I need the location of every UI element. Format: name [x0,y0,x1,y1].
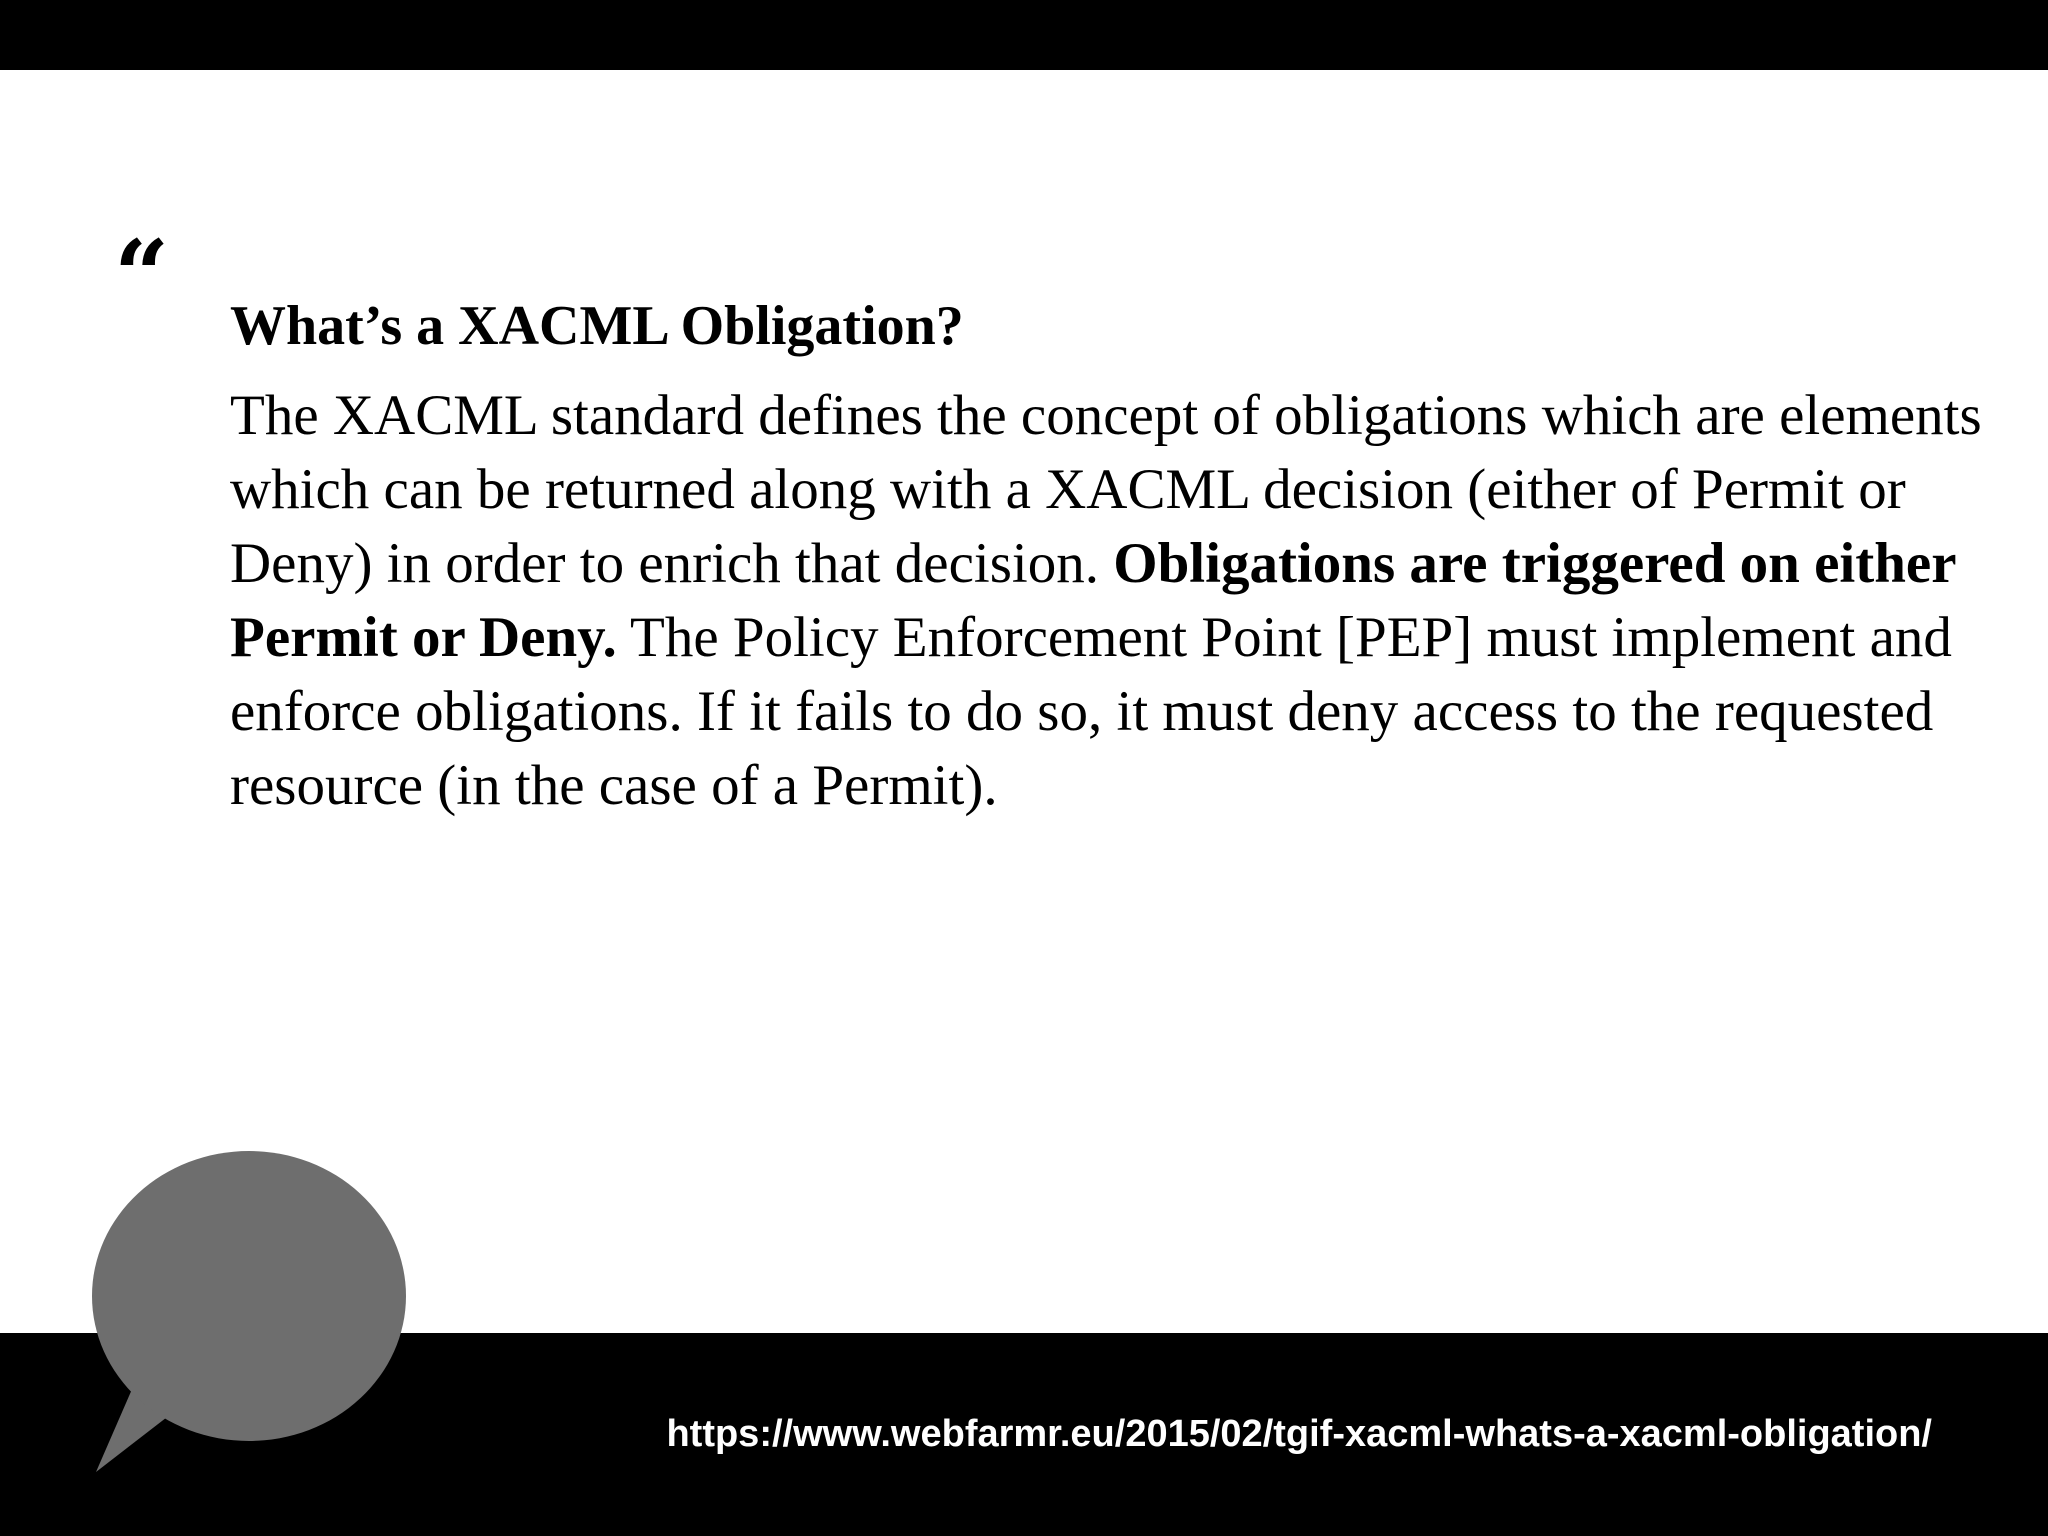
quote-title: What’s a XACML Obligation? [230,295,964,357]
quote-block [230,285,1990,823]
quote-body [230,379,1990,823]
quote-body-text-continued: The Policy Enforcement Point [PEP] must implement and enforce obligations. If it fails to do so, it must deny access to the requested resource (in the case of a Permit). [230,606,1952,817]
quote-mark-icon: “ [114,219,170,332]
speech-bubble-icon [88,1150,418,1480]
top-bar [0,0,2048,70]
source-url-link[interactable]: https://www.webfarmr.eu/2015/02/tgif-xacml-whats-a-xacml-obligation/ [666,1413,1932,1455]
quote-body-text: The XACML standard defines the concept of obligations which are elements which can be returned along with a XACML decision (either of Permit or Deny) in order to enrich that decision. [230,384,1982,595]
quote-body-emphasis: Obligations are triggered on either Permit or Deny. [230,532,1956,669]
